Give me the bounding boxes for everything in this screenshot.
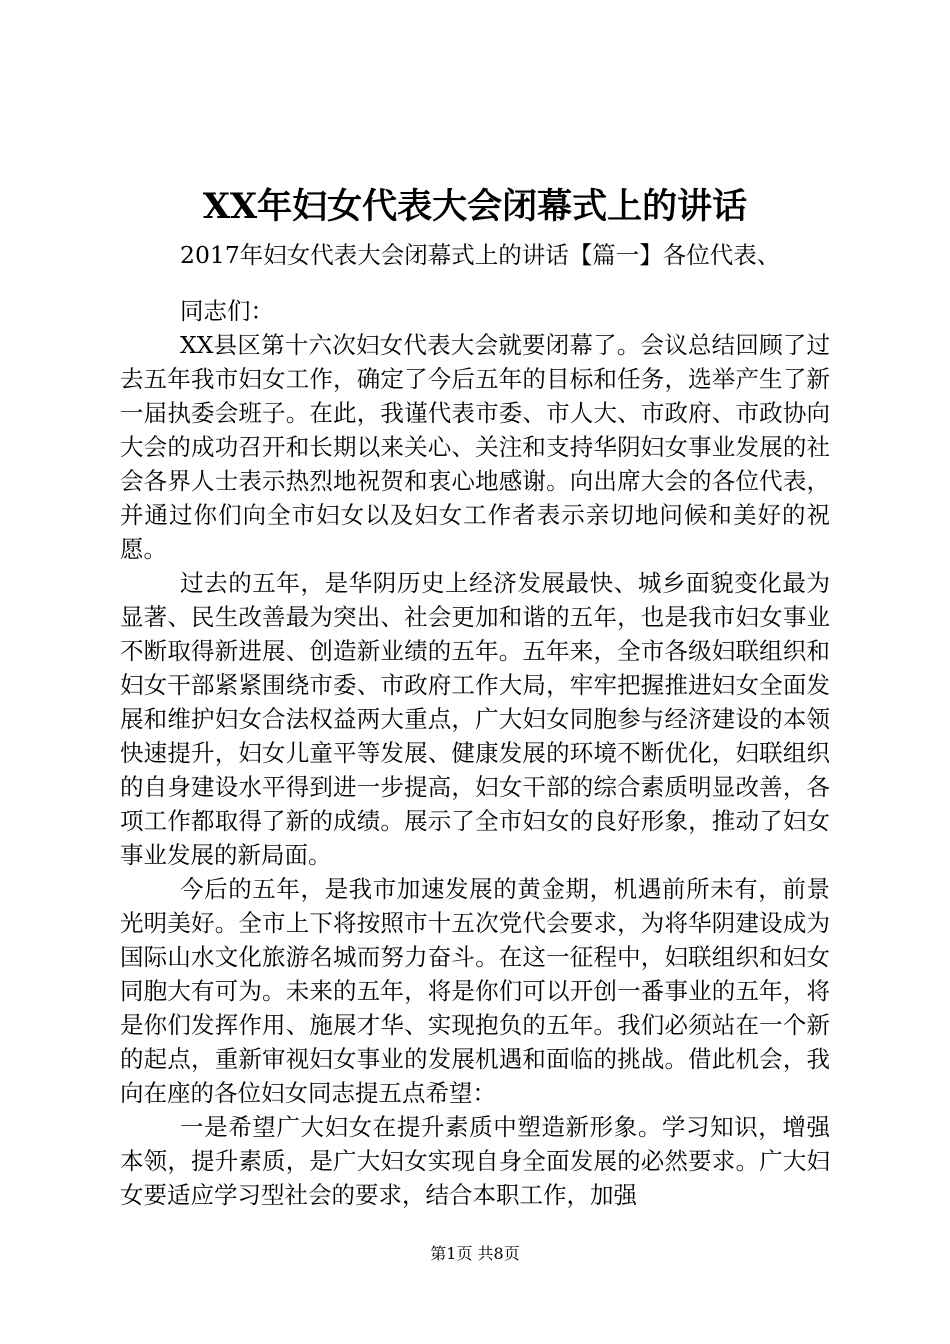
document-subtitle: 2017年妇女代表大会闭幕式上的讲话【篇一】各位代表、 [180, 241, 781, 269]
document-title: XX年妇女代表大会闭幕式上的讲话 [202, 186, 748, 227]
page-footer: 第1页 共8页 [430, 1244, 520, 1263]
body-text [120, 328, 830, 1212]
paragraph-1: XX县区第十六次妇女代表大会就要闭幕了。会议总结回顾了过去五年我市妇女工作，确定了今后五年的目标和任务，选举产生了新一届执委会班子。在此，我谨代表市委、市人大、市政府、市政协向大会的成功召开和长期以来关心、关注和支持华阴妇女事业发展的社会各界人士表示热烈地祝贺和衷心地感谢。向出席大会的各位代表，并通过你们向全市妇女以及妇女工作者表示亲切地问候和美好的祝愿。 [120, 331, 830, 563]
paragraph-2: 过去的五年，是华阴历史上经济发展最快、城乡面貌变化最为显著、民生改善最为突出、社会更加和谐的五年，也是我市妇女事业不断取得新进展、创造新业绩的五年。五年来，全市各级妇联组织和妇女干部紧紧围绕市委、市政府工作大局，牢牢把握推进妇女全面发展和维护妇女合法权益两大重点，广大妇女同胞参与经济建设的本领快速提升，妇女儿童平等发展、健康发展的环境不断优化，妇联组织的自身建设水平得到进一步提高，妇女干部的综合素质明显改善，各项工作都取得了新的成绩。展示了全市妇女的良好形象，推动了妇女事业发展的新局面。 [120, 569, 830, 869]
paragraph-3: 今后的五年，是我市加速发展的黄金期，机遇前所未有，前景光明美好。全市上下将按照市十五次党代会要求，为将华阴建设成为国际山水文化旅游名城而努力奋斗。在这一征程中，妇联组织和妇女同胞大有可为。未来的五年，将是你们可以开创一番事业的五年，将是你们发挥作用、施展才华、实现抱负的五年。我们必须站在一个新的起点，重新审视妇女事业的发展机遇和面临的挑战。借此机会，我向在座的各位妇女同志提五点希望： [120, 875, 830, 1107]
paragraph-4: 一是希望广大妇女在提升素质中塑造新形象。学习知识，增强本领，提升素质，是广大妇女实现自身全面发展的必然要求。广大妇女要适应学习型社会的要求，结合本职工作，加强 [120, 1113, 830, 1209]
salutation: 同志们： [180, 297, 274, 325]
